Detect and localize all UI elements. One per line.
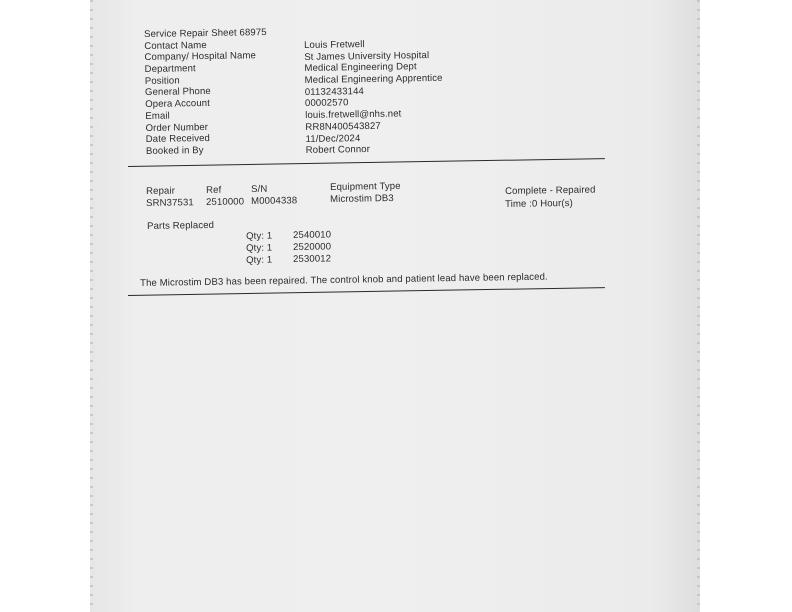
- label-email: Email: [145, 110, 170, 122]
- repair-note: The Microstim DB3 has been repaired. The control knob and patient lead have been replaced.: [140, 271, 548, 289]
- field-values: [304, 38, 444, 157]
- paper-left-edge: [90, 0, 93, 612]
- field-labels: [144, 27, 269, 157]
- label-booked-in-by: Booked in By: [145, 144, 204, 157]
- repair-number: SRN37531: [146, 197, 194, 209]
- label-contact-name: Contact Name: [144, 39, 207, 52]
- label-order-number: Order Number: [145, 121, 209, 134]
- equipment-type: Microstim DB3: [330, 192, 394, 205]
- value-order-number: RR8N400543827: [305, 120, 381, 133]
- value-company: St James University Hospital: [304, 49, 430, 63]
- label-general-phone: General Phone: [144, 86, 211, 99]
- label-date-received: Date Received: [145, 133, 211, 146]
- paper-right-edge: [697, 0, 700, 612]
- header-sn: S/N: [251, 183, 268, 195]
- repair-time: Time :0 Hour(s): [505, 197, 573, 210]
- value-department: Medical Engineering Dept: [304, 61, 417, 75]
- value-general-phone: 01132433144: [304, 85, 364, 98]
- part-1-qty: Qty: 1: [246, 230, 273, 242]
- value-contact-name: Louis Fretwell: [304, 39, 365, 51]
- label-department: Department: [144, 63, 196, 76]
- part-2-code: 2520000: [293, 241, 332, 253]
- part-2-qty: Qty: 1: [246, 242, 273, 254]
- header-equipment-type: Equipment Type: [330, 180, 401, 193]
- label-position: Position: [144, 75, 180, 87]
- header-ref: Ref: [206, 184, 222, 196]
- label-opera-account: Opera Account: [145, 98, 211, 111]
- value-opera-account: 00002570: [304, 97, 349, 110]
- part-3-code: 2530012: [293, 253, 332, 265]
- value-date-received: 11/Dec/2024: [305, 132, 361, 145]
- parts-heading: Parts Replaced: [147, 219, 215, 232]
- value-booked-in-by: Robert Connor: [305, 144, 371, 157]
- part-1-code: 2540010: [293, 229, 332, 241]
- repair-status: Complete - Repaired: [505, 184, 596, 197]
- header-repair: Repair: [146, 185, 176, 197]
- part-3-qty: Qty: 1: [246, 254, 273, 266]
- value-position: Medical Engineering Apprentice: [304, 72, 443, 87]
- value-email: louis.fretwell@nhs.net: [305, 108, 402, 122]
- label-company: Company/ Hospital Name: [144, 50, 257, 64]
- repair-sn: M0004338: [251, 195, 298, 207]
- sheet-title: Service Repair Sheet 68975: [144, 27, 267, 40]
- repair-ref: 2510000: [206, 196, 245, 208]
